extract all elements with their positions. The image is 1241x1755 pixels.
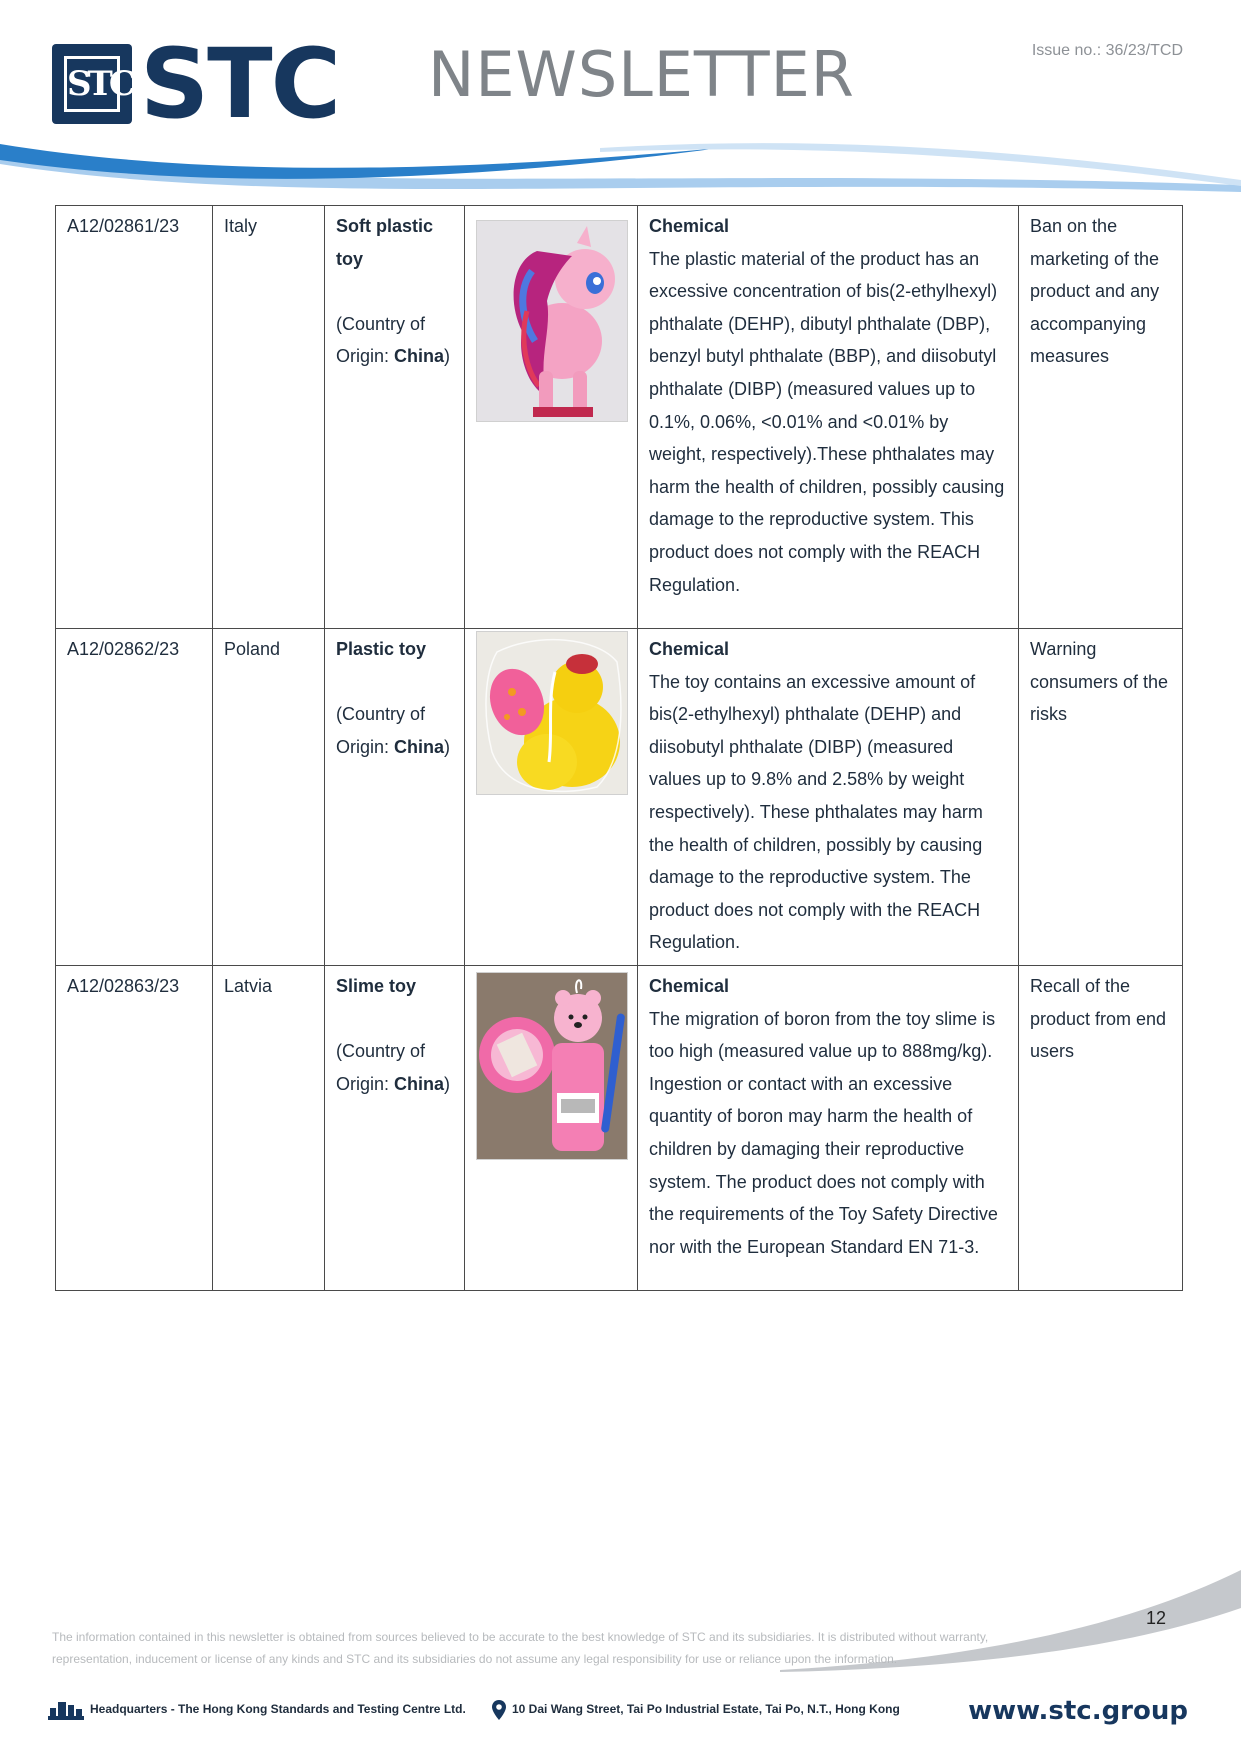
reference-number: A12/02863/23 bbox=[56, 965, 213, 1290]
origin-suffix: ) bbox=[444, 346, 451, 367]
notifying-country: Poland bbox=[213, 629, 325, 966]
product-photo-cell bbox=[465, 629, 638, 966]
measure-taken: Ban on the marketing of the product and any accompanying measures bbox=[1019, 206, 1183, 629]
product-name: Plastic toy bbox=[336, 639, 427, 659]
risk-cell bbox=[638, 629, 1019, 966]
building-icon bbox=[48, 1700, 84, 1720]
product-photo-cell bbox=[465, 965, 638, 1290]
headquarters-info bbox=[48, 1700, 466, 1720]
risk-cell bbox=[638, 965, 1019, 1290]
stc-logo-mark-text: STC bbox=[64, 56, 120, 112]
address-info bbox=[492, 1700, 900, 1720]
origin-suffix: ) bbox=[444, 736, 451, 757]
footer-bar bbox=[48, 1696, 1188, 1726]
product-cell bbox=[325, 206, 465, 629]
yellow-duck-toys-photo-icon bbox=[476, 631, 628, 795]
product-cell bbox=[325, 629, 465, 966]
location-pin-icon bbox=[492, 1700, 506, 1720]
stc-logo bbox=[52, 28, 352, 140]
website-link[interactable]: www.stc.group bbox=[968, 1696, 1188, 1726]
newsletter-title: NEWSLETTER bbox=[428, 38, 855, 111]
address-text: 10 Dai Wang Street, Tai Po Industrial Estate, Tai Po, N.T., Hong Kong bbox=[512, 1702, 900, 1717]
headquarters-text: Headquarters - The Hong Kong Standards and Testing Centre Ltd. bbox=[90, 1702, 466, 1717]
issue-number: Issue no.: 36/23/TCD bbox=[1031, 42, 1183, 59]
origin-label: (Country of Origin: bbox=[336, 313, 426, 367]
pink-pony-toy-photo-icon bbox=[476, 220, 628, 422]
risk-description: The migration of boron from the toy slime is too high (measured value up to 888mg/kg). Ingestion or contact with an excessive quantity of boron may harm the health of children by damaging their reproductive system. The product does not comply with the requirements of the Toy Safety Directive nor with the European Standard EN 71-3. bbox=[649, 1008, 998, 1257]
risk-type: Chemical bbox=[649, 975, 730, 996]
risk-cell bbox=[638, 206, 1019, 629]
header-swoosh-decoration bbox=[0, 140, 1241, 200]
notifying-country: Latvia bbox=[213, 965, 325, 1290]
origin-country: China bbox=[394, 1073, 445, 1094]
product-name: Soft plastic toy bbox=[336, 216, 434, 269]
pink-slime-container-photo-icon bbox=[476, 972, 628, 1160]
origin-country: China bbox=[394, 736, 445, 757]
risk-type: Chemical bbox=[649, 639, 730, 659]
origin-suffix: ) bbox=[444, 1073, 451, 1094]
measure-taken: Warning consumers of the risks bbox=[1019, 629, 1183, 966]
origin-label: (Country of Origin: bbox=[336, 704, 426, 757]
risk-description: The plastic material of the product has an excessive concentration of bis(2-ethylhexyl) phthalate (DEHP), dibutyl phthalate (DBP), benzyl butyl phthalate (BBP), and diisobutyl phthalate (DIBP) (measured values up to 0.1%, 0.06%, <0.01% and <0.01% by weight, respectively).These phthalates may harm the health of children, possibly causing damage to the reproductive system. This product does not comply with the REACH Regulation. bbox=[649, 248, 1005, 595]
table-row bbox=[56, 629, 1183, 966]
risk-description: The toy contains an excessive amount of bis(2-ethylhexyl) phthalate (DEHP) and diisobutyl phthalate (DIBP) (measured values up to 9.8% and 2.58% by weight respectively). These phthalates may harm the health of children, possibly by causing damage to the reproductive system. The product does not comply with the REACH Regulation. bbox=[649, 671, 983, 953]
disclaimer-text: The information contained in this newsletter is obtained from sources believed to be accurate to the best knowledge of STC and its subsidiaries. It is distributed without warranty, representation, inducement or license of any kinds and STC and its subsidiaries do not assume any legal responsibility for use or reliance upon the information. bbox=[52, 1630, 989, 1666]
risk-type: Chemical bbox=[649, 216, 730, 236]
stc-logo-mark bbox=[52, 44, 132, 124]
measure-taken: Recall of the product from end users bbox=[1019, 965, 1183, 1290]
table-row bbox=[56, 965, 1183, 1290]
table-row bbox=[56, 206, 1183, 629]
origin-country: China bbox=[394, 346, 445, 367]
product-photo-cell bbox=[465, 206, 638, 629]
reference-number: A12/02861/23 bbox=[56, 206, 213, 629]
product-cell bbox=[325, 965, 465, 1290]
product-recall-table bbox=[55, 205, 1183, 1291]
origin-label: (Country of Origin: bbox=[336, 1041, 426, 1094]
product-name: Slime toy bbox=[336, 975, 417, 996]
page-number: 12 bbox=[1146, 1608, 1167, 1628]
reference-number: A12/02862/23 bbox=[56, 629, 213, 966]
notifying-country: Italy bbox=[213, 206, 325, 629]
stc-logo-text: STC bbox=[140, 28, 340, 140]
